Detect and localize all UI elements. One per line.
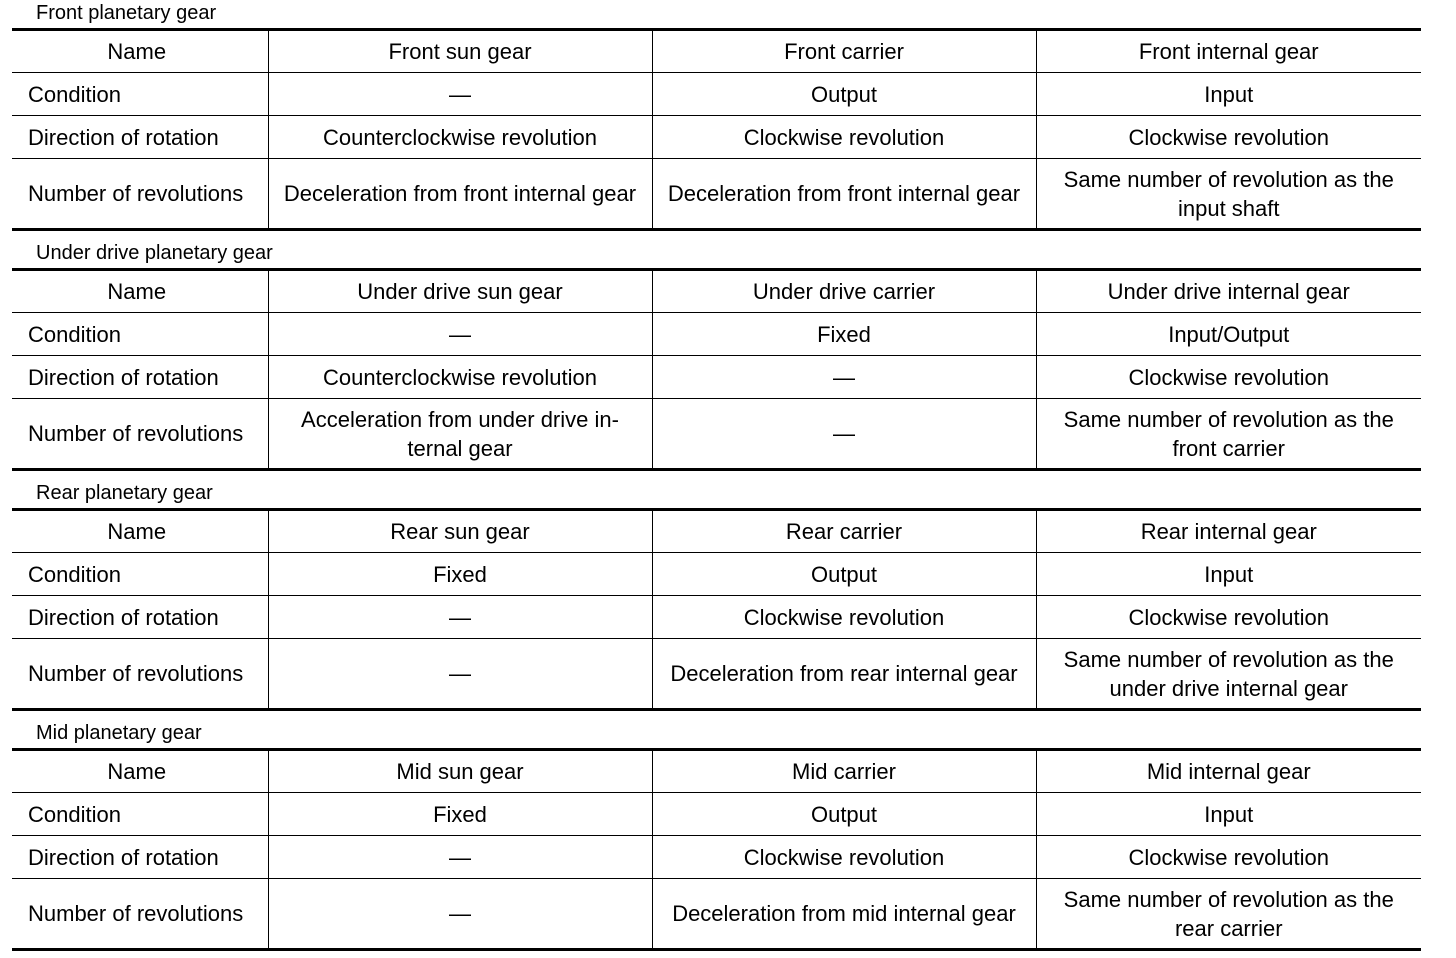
gear-table xyxy=(12,28,1421,231)
table-cell: Counterclockwise revolution xyxy=(268,356,652,399)
table-row xyxy=(12,73,1421,116)
mid-planetary-gear-section xyxy=(12,720,1421,951)
table-row xyxy=(12,750,1421,793)
table-cell: Clockwise revolution xyxy=(1036,116,1421,159)
row-header-revolutions: Number of revolutions xyxy=(28,901,244,926)
table-cell: Input xyxy=(1036,793,1421,836)
row-header-revolutions: Number of revolutions xyxy=(28,421,244,446)
table-row xyxy=(12,596,1421,639)
row-header-name: Name xyxy=(12,750,268,793)
table-cell: — xyxy=(268,639,652,710)
under-drive-planetary-gear-section xyxy=(12,240,1421,471)
table-cell: Mid sun gear xyxy=(268,750,652,793)
table-row xyxy=(12,793,1421,836)
table-cell: Under drive carrier xyxy=(652,270,1036,313)
table-cell: Input/Output xyxy=(1036,313,1421,356)
table-cell: Fixed xyxy=(268,553,652,596)
table-cell: Fixed xyxy=(652,313,1036,356)
gear-table xyxy=(12,508,1421,711)
table-cell: Clockwise revolution xyxy=(652,596,1036,639)
table-cell: Under drive sun gear xyxy=(268,270,652,313)
table-cell: Deceleration from front internal gear xyxy=(268,159,652,230)
table-cell: — xyxy=(652,356,1036,399)
row-header-direction: Direction of rotation xyxy=(12,596,268,639)
table-cell: Deceleration from rear internal gear xyxy=(652,639,1036,710)
table-cell: Clockwise revolution xyxy=(1036,836,1421,879)
row-header-condition: Condition xyxy=(12,553,268,596)
table-row xyxy=(12,879,1421,950)
row-header-condition: Condition xyxy=(12,793,268,836)
table-row xyxy=(12,159,1421,230)
table-cell: Front internal gear xyxy=(1036,30,1421,73)
table-row xyxy=(12,270,1421,313)
table-row xyxy=(12,639,1421,710)
table-cell: Counterclockwise revolution xyxy=(268,116,652,159)
row-header-direction: Direction of rotation xyxy=(12,116,268,159)
table-cell: Rear carrier xyxy=(652,510,1036,553)
table-cell: Under drive internal gear xyxy=(1036,270,1421,313)
section-title: Front planetary gear xyxy=(36,2,217,24)
row-header-name: Name xyxy=(12,510,268,553)
row-header-revolutions: Number of revolutions xyxy=(28,661,244,686)
table-cell: — xyxy=(268,596,652,639)
table-cell: Input xyxy=(1036,553,1421,596)
table-row xyxy=(12,313,1421,356)
table-row xyxy=(12,553,1421,596)
table-cell: — xyxy=(652,399,1036,470)
gear-table xyxy=(12,748,1421,951)
front-planetary-gear-section xyxy=(12,0,1421,231)
section-title: Rear planetary gear xyxy=(36,482,213,504)
row-header-direction: Direction of rotation xyxy=(12,356,268,399)
section-title: Under drive planetary gear xyxy=(36,242,273,264)
table-cell: Rear sun gear xyxy=(268,510,652,553)
row-header-revolutions: Number of revolutions xyxy=(28,181,244,206)
table-row xyxy=(12,356,1421,399)
row-header-name: Name xyxy=(12,30,268,73)
table-cell: — xyxy=(268,879,652,950)
table-cell: — xyxy=(268,73,652,116)
table-row xyxy=(12,836,1421,879)
table-cell: Mid carrier xyxy=(652,750,1036,793)
table-row xyxy=(12,30,1421,73)
table-row xyxy=(12,116,1421,159)
row-header-condition: Condition xyxy=(12,313,268,356)
table-cell: Deceleration from front internal gear xyxy=(652,159,1036,230)
row-header-name: Name xyxy=(12,270,268,313)
row-header-direction: Direction of rotation xyxy=(12,836,268,879)
table-cell: Same number of revolution as the rear carrier xyxy=(1036,879,1421,950)
table-row xyxy=(12,399,1421,470)
table-cell: Output xyxy=(652,793,1036,836)
table-row xyxy=(12,510,1421,553)
table-cell: Clockwise revolution xyxy=(1036,356,1421,399)
table-cell: Fixed xyxy=(268,793,652,836)
table-cell: Output xyxy=(652,73,1036,116)
table-cell: Front sun gear xyxy=(268,30,652,73)
rear-planetary-gear-section xyxy=(12,480,1421,711)
table-cell: Input xyxy=(1036,73,1421,116)
table-cell: Output xyxy=(652,553,1036,596)
table-cell: Same number of revolution as the input shaft xyxy=(1036,159,1421,230)
table-cell: — xyxy=(268,313,652,356)
table-cell: Front carrier xyxy=(652,30,1036,73)
gear-table xyxy=(12,268,1421,471)
table-cell: Clockwise revolution xyxy=(652,836,1036,879)
table-cell: Same number of revolution as the front carrier xyxy=(1036,399,1421,470)
table-cell: Rear internal gear xyxy=(1036,510,1421,553)
section-title: Mid planetary gear xyxy=(36,722,202,744)
table-cell: Mid internal gear xyxy=(1036,750,1421,793)
table-cell: — xyxy=(268,836,652,879)
table-cell: Acceleration from under drive in-ternal gear xyxy=(268,399,652,470)
table-cell: Deceleration from mid internal gear xyxy=(652,879,1036,950)
row-header-condition: Condition xyxy=(12,73,268,116)
table-cell: Same number of revolution as the under drive internal gear xyxy=(1036,639,1421,710)
table-cell: Clockwise revolution xyxy=(652,116,1036,159)
table-cell: Clockwise revolution xyxy=(1036,596,1421,639)
